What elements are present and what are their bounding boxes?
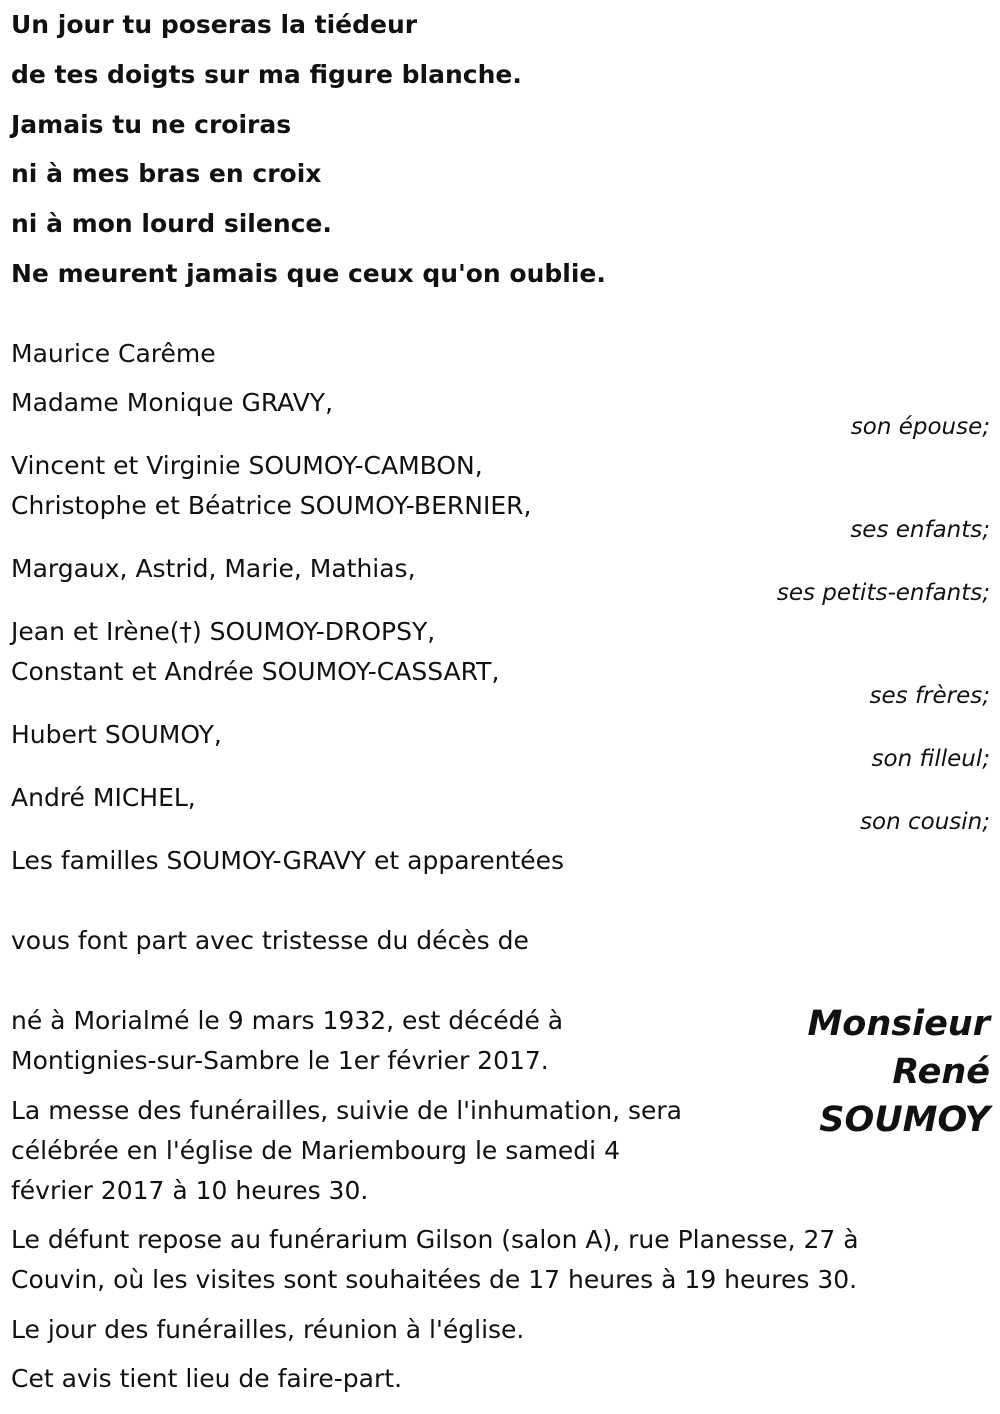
poem-line: ni à mes bras en croix [11, 159, 322, 188]
poem-line: ni à mon lourd silence. [11, 209, 332, 238]
announcement: vous font part avec tristesse du décès de [11, 926, 529, 955]
children-relation: ses enfants; [850, 517, 990, 543]
poem-line: Un jour tu poseras la tiédeur [11, 10, 418, 39]
families-line: Les familles SOUMOY-GRAVY et apparentées [11, 846, 565, 875]
poem-line: Ne meurent jamais que ceux qu'on oublie. [11, 259, 606, 288]
godson-name: Hubert SOUMOY, [11, 720, 222, 749]
poem-line: Jamais tu ne croiras [11, 110, 292, 139]
grandchildren-names: Margaux, Astrid, Marie, Mathias, [11, 554, 416, 583]
siblings-relation: ses frères; [869, 683, 990, 709]
godson-relation: son filleul; [871, 746, 990, 772]
deceased-firstname: René [892, 1052, 990, 1092]
visitation-line: Couvin, où les visites sont souhaitées de 17 heures à 19 heures 30. [11, 1265, 858, 1294]
cousin-relation: son cousin; [860, 809, 990, 835]
child-name: Vincent et Virginie SOUMOY-CAMBON, [11, 451, 483, 480]
funeral-line: La messe des funérailles, suivie de l'inhumation, sera [11, 1096, 682, 1125]
spouse-name: Madame Monique GRAVY, [11, 388, 334, 417]
cousin-name: André MICHEL, [11, 783, 196, 812]
funeral-line: février 2017 à 10 heures 30. [11, 1176, 369, 1205]
reunion-line: Le jour des funérailles, réunion à l'église. [11, 1315, 525, 1344]
grandchildren-relation: ses petits-enfants; [776, 580, 990, 606]
sibling-name: Jean et Irène(†) SOUMOY-DROPSY, [11, 617, 436, 646]
birth-death-line: né à Morialmé le 9 mars 1932, est décédé à [11, 1006, 564, 1035]
child-name: Christophe et Béatrice SOUMOY-BERNIER, [11, 491, 532, 520]
deceased-title: Monsieur [807, 1004, 990, 1044]
birth-death-line: Montignies-sur-Sambre le 1er février 2017. [11, 1046, 549, 1075]
poem-line: de tes doigts sur ma figure blanche. [11, 60, 522, 89]
sibling-name: Constant et Andrée SOUMOY-CASSART, [11, 657, 500, 686]
deceased-lastname: SOUMOY [819, 1100, 990, 1140]
spouse-relation: son épouse; [850, 414, 990, 440]
poem-author: Maurice Carême [11, 339, 216, 368]
funeral-line: célébrée en l'église de Mariembourg le samedi 4 [11, 1136, 620, 1165]
visitation-line: Le défunt repose au funérarium Gilson (salon A), rue Planesse, 27 à [11, 1225, 859, 1254]
notice-line: Cet avis tient lieu de faire-part. [11, 1364, 403, 1393]
deceased-name [740, 1000, 990, 1144]
